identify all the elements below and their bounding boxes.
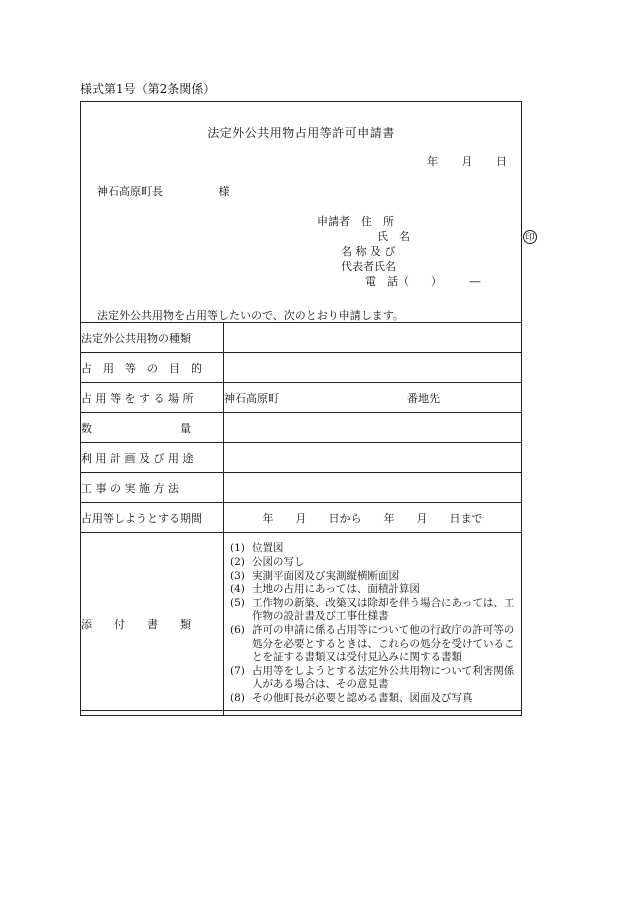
list-item-text: 位置図 <box>252 542 284 555</box>
applicant-representative-label: 代表者氏名 <box>341 260 396 273</box>
table-row <box>81 353 522 383</box>
addressee-name: 神石高原町長 <box>97 185 163 198</box>
date-year: 年 <box>427 155 438 168</box>
row-label-text: 占 用 等 を す る 場 所 <box>81 391 194 405</box>
attachments-list <box>224 540 521 707</box>
row-label <box>81 443 224 473</box>
list-item <box>230 556 515 570</box>
table-row <box>81 413 522 443</box>
row-label <box>81 473 224 503</box>
list-item-number: (3) <box>230 569 245 582</box>
list-item <box>230 570 515 584</box>
list-item-number: (8) <box>230 691 245 704</box>
details-table <box>80 322 522 716</box>
place-town: 神石高原町 <box>224 391 279 405</box>
row-label <box>81 323 224 353</box>
row-label-text: 利 用 計 画 及 び 用 途 <box>81 451 194 465</box>
row-value-field[interactable] <box>224 353 522 383</box>
row-value-field[interactable] <box>224 443 522 473</box>
table-row <box>81 533 522 716</box>
row-label <box>81 353 224 383</box>
applicant-org-label: 名 称 及 び <box>341 245 396 258</box>
list-item-text: その他町長が必要と認める書類、図面及び写真 <box>252 691 473 704</box>
row-label-text: 数 量 <box>81 421 191 435</box>
table-row <box>81 503 522 533</box>
applicant-address-label: 申請者 住 所 <box>317 215 394 228</box>
place-lot-suffix: 番地先 <box>407 391 440 405</box>
date-month: 月 <box>461 155 473 168</box>
applicant-phone-label: 電 話（ ） ― <box>365 275 481 288</box>
list-item-text: 公図の写し <box>252 556 305 569</box>
table-row <box>81 383 522 413</box>
table-row <box>81 443 522 473</box>
attachments-label <box>81 533 224 716</box>
row-label-text: 占用等しようとする期間 <box>81 511 202 525</box>
applicant-name-label: 氏 名 <box>377 230 410 243</box>
list-item-number: (4) <box>230 583 245 596</box>
row-label <box>81 413 224 443</box>
list-item <box>230 692 515 706</box>
row-value-field[interactable] <box>224 473 522 503</box>
intro-text: 法定外公共用物を占用等したいので、次のとおり申請します。 <box>97 309 404 322</box>
list-item <box>230 597 515 624</box>
table-row <box>81 473 522 503</box>
row-label-text: 法定外公共用物の種類 <box>81 331 191 345</box>
application-form <box>80 101 535 711</box>
row-label <box>81 503 224 533</box>
list-item <box>230 583 515 597</box>
place-value-field[interactable] <box>224 383 522 413</box>
row-label <box>81 383 224 413</box>
form-number-label: 様式第1号（第2条関係） <box>80 82 216 96</box>
row-label-text: 占 用 等 の 目 的 <box>81 361 202 375</box>
attachments-list-cell <box>224 533 522 716</box>
addressee-suffix: 様 <box>218 185 230 198</box>
form-title: 法定外公共用物占用等許可申請書 <box>207 126 395 140</box>
list-item-text: 占用等をしようとする法定外公共用物について利害関係人がある場合は、その意見書 <box>252 664 515 691</box>
row-value-field[interactable] <box>224 413 522 443</box>
list-item-text: 工作物の新築、改築又は除却を伴う場合にあっては、工作物の設計書及び工事仕様書 <box>252 596 515 623</box>
period-value-field[interactable]: 年 月 日から 年 月 日まで <box>224 503 522 533</box>
seal-mark: 印 <box>523 230 537 244</box>
attachments-label-text: 添 付 書 類 <box>81 618 191 631</box>
list-item <box>230 665 515 692</box>
table-row <box>81 323 522 353</box>
list-item-number: (7) <box>230 664 245 677</box>
row-label-text: 工 事 の 実 施 方 法 <box>81 481 179 495</box>
date-day: 日 <box>496 155 507 168</box>
date-line <box>407 153 507 169</box>
list-item-number: (5) <box>230 596 245 609</box>
list-item <box>230 624 515 665</box>
row-value-field[interactable] <box>224 323 522 353</box>
list-item-number: (1) <box>230 542 245 555</box>
list-item-text: 土地の占用にあっては、面積計算図 <box>252 583 420 596</box>
addressee <box>97 183 230 199</box>
list-item-text: 許可の申請に係る占用等について他の行政庁の許可等の処分を必要とするときは、これらの処分を受けていることを証する書類又は受付見込みに関する書類 <box>252 624 515 664</box>
list-item-number: (2) <box>230 556 245 569</box>
applicant-block <box>317 214 481 289</box>
list-item <box>230 542 515 556</box>
list-item-text: 実測平面図及び実測縦横断面図 <box>252 569 399 582</box>
list-item-number: (6) <box>230 624 245 636</box>
